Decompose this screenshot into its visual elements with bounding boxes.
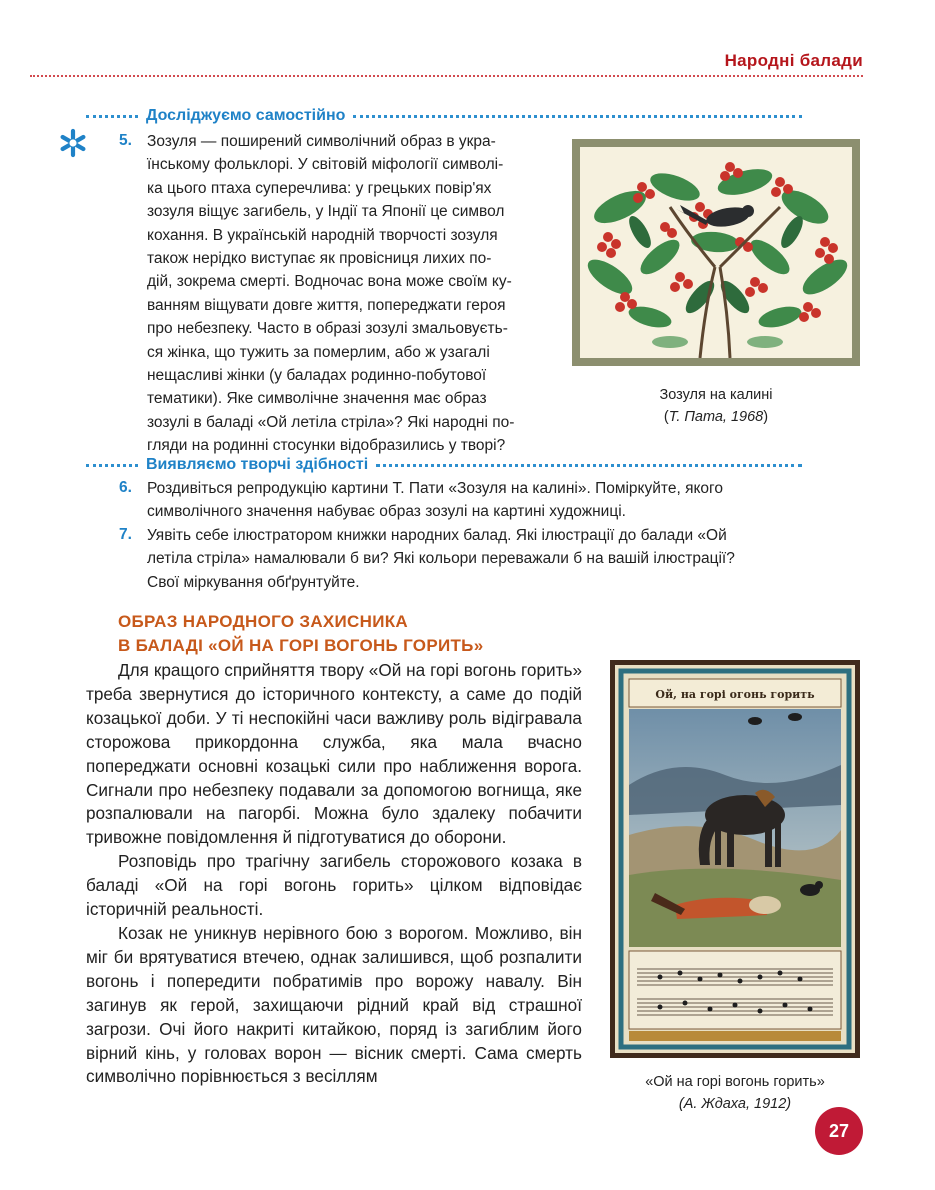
text-line: про небезпеку. Часто в образі зозулі змальовуєть- xyxy=(147,320,508,338)
task-number: 5. xyxy=(119,132,132,149)
task-5-text xyxy=(147,130,557,458)
text-line: також нерідко виступає як провісниця лихих по- xyxy=(147,250,492,268)
text-line: їнському фольклорі. У світовій міфології символі- xyxy=(147,156,504,174)
caption-credit: (Т. Пата, 1968) xyxy=(663,409,769,425)
text-line: гляди на родинні стосунки відобразились у творі? xyxy=(147,437,506,455)
painting-image xyxy=(580,147,852,358)
text-line: символічного значення набуває образ зозулі на картині художниці. xyxy=(147,503,626,521)
caption-title: «Ой на горі вогонь горить» xyxy=(645,1074,825,1090)
dotted-rule xyxy=(353,115,802,118)
chapter-heading-line2: В БАЛАДІ «ОЙ НА ГОРІ ВОГОНЬ ГОРИТЬ» xyxy=(118,636,484,655)
paragraph: Козак не уникнув нерівного бою з ворогом. Можливо, він міг би врятуватися втечею, однак залишився, щоб розпалити вогонь і попередити побратимів про ворожу навалу. Він загинув як герой, захищаючи рідний край від страшної загрози. Очі його накриті китайкою, поряд із загиблим його вірний кінь, у головах ворон — вісник смерті. Сама смерть символічно порівнюється з весіллям xyxy=(86,922,582,1087)
dotted-rule xyxy=(86,464,138,467)
paragraph: Для кращого сприйняття твору «Ой на горі вогонь горить» треба звернутися до історичного контексту, а саме до подій козацької доби. У ті неспокійні часи важливу роль відігравала сторожова прикордонна служба, яка мала вчасно попереджати основні козацькі сили про наближення ворога. Сигнали про небезпеку подавали за допомогою вогнища, яке розпалювали на пагорбі. Можна було здалеку побачити тривожне повідомлення й підготуватися до оборони. xyxy=(86,660,582,848)
illustration-banner: Ой, на горі огонь горить xyxy=(655,688,815,701)
text-line: зозулі в баладі «Ой летіла стріла»? Які народні по- xyxy=(147,413,515,431)
running-title: Народні балади xyxy=(724,51,863,70)
chapter-heading-line1: ОБРАЗ НАРОДНОГО ЗАХИСНИКА xyxy=(118,612,408,631)
dotted-rule xyxy=(376,464,802,467)
task-number: 7. xyxy=(119,526,132,543)
text-line: дій, зокрема смерті. Водночас вона може своїм ку- xyxy=(147,273,512,291)
text-line: Роздивіться репродукцію картини Т. Пати «Зозуля на калині». Поміркуйте, якого xyxy=(147,480,723,497)
caption-title: Зозуля на калині xyxy=(659,387,773,403)
caption-credit: (А. Ждаха, 1912) xyxy=(678,1096,792,1112)
section-heading-research xyxy=(86,106,802,126)
illustration-image xyxy=(615,665,855,1053)
text-line: зозуля віщує загибель, у Індії та Японії це символ xyxy=(147,203,505,221)
task-7-text xyxy=(147,524,827,594)
section-title: Досліджуємо самостійно xyxy=(146,107,346,124)
text-line: ся жінка, що тужить за померлим, або ж узагалі xyxy=(147,343,490,361)
text-line: Свої міркування обґрунтуйте. xyxy=(147,573,360,591)
text-line: Уявіть себе ілюстратором книжки народних балад. Які ілюстрації до балади «Ой xyxy=(147,527,727,544)
page-number: 27 xyxy=(815,1107,863,1155)
text-line: ванням віщувати довге життя, попереджати героя xyxy=(147,296,506,314)
text-line: летіла стріла» намалювали б ви? Які кольори переважали б на вашій ілюстрації? xyxy=(147,550,735,568)
text-line: нещасливі жінки (у баладах родинно-побутової xyxy=(147,367,487,385)
asterisk-icon xyxy=(58,128,88,158)
ballad-illustration xyxy=(610,660,860,1058)
task-6-text xyxy=(147,477,827,524)
header-divider xyxy=(30,75,863,77)
task-number: 6. xyxy=(119,479,132,496)
text-line: кохання. В українській народній творчості зозуля xyxy=(147,226,498,244)
figure-caption-1 xyxy=(600,384,832,428)
paragraph: Розповідь про трагічну загибель сторожового козака в баладі «Ой на горі вогонь горить» цілком відповідає історичній реальності. xyxy=(86,851,582,920)
text-line: ка цього птаха суперечлива: у грецьких повір'ях xyxy=(147,179,492,197)
text-line: Зозуля — поширений символічний образ в укра- xyxy=(147,133,496,150)
section-heading-creative xyxy=(86,455,802,475)
text-line: тематики). Яке символічне значення має образ xyxy=(147,390,487,408)
cuckoo-painting xyxy=(572,139,860,366)
section-title: Виявляємо творчі здібності xyxy=(146,456,369,473)
dotted-rule xyxy=(86,115,138,118)
caption-credit-author: Т. Пата, 1968 xyxy=(668,409,764,425)
chapter-body xyxy=(86,659,582,1089)
